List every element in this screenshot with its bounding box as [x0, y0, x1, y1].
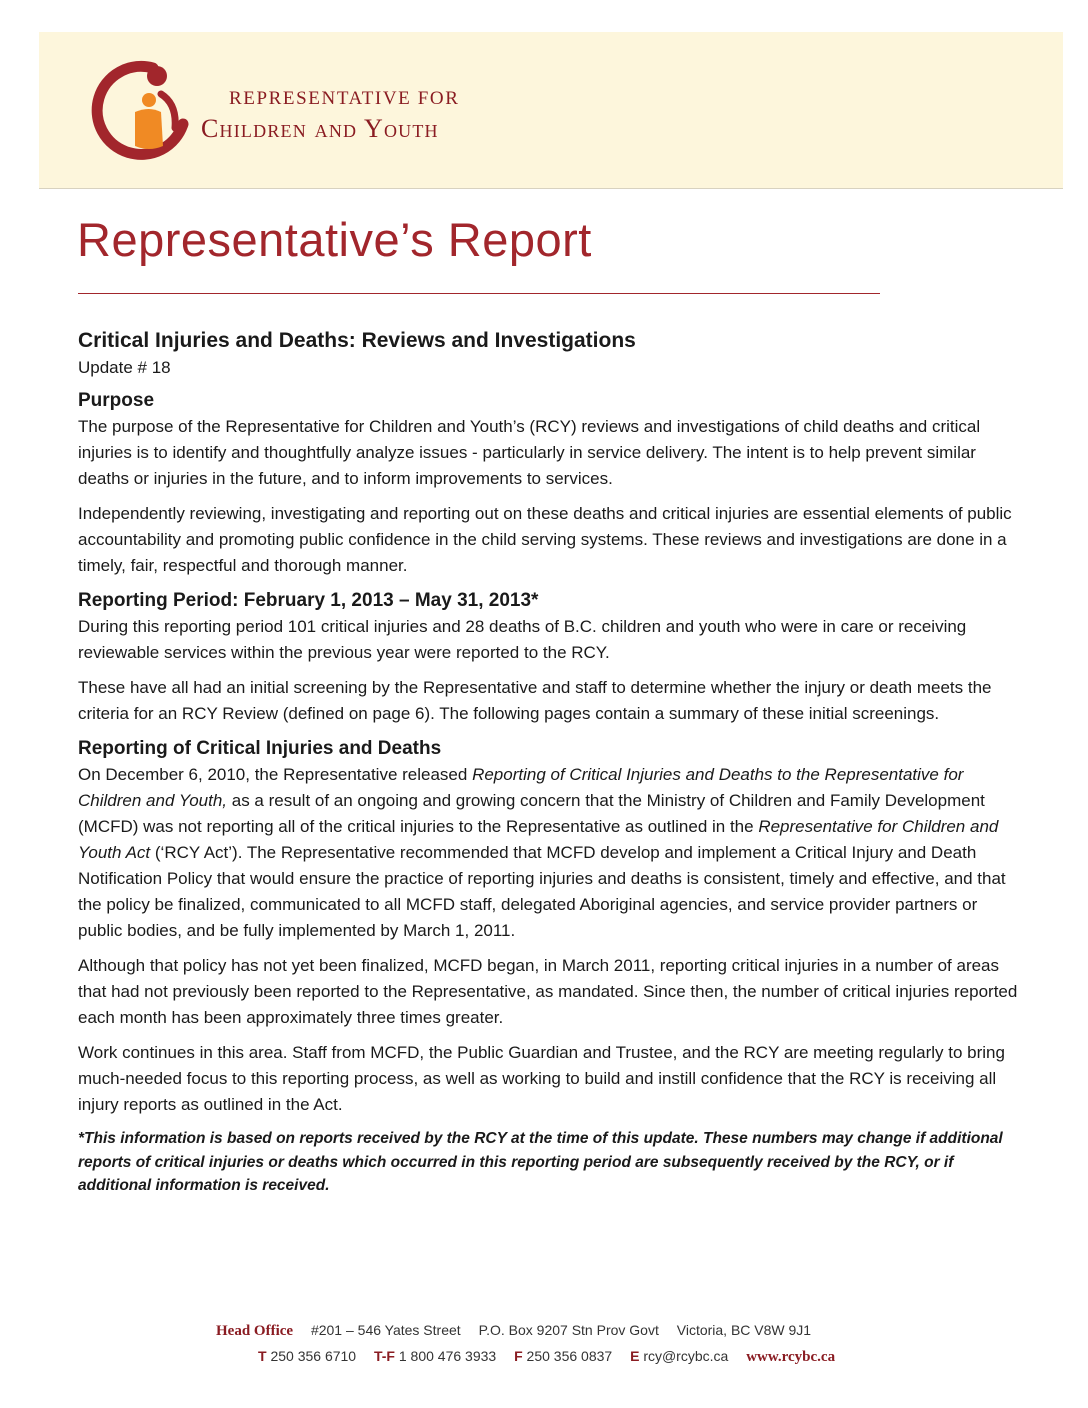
reporting-critical-paragraph-1 — [78, 762, 1018, 944]
street-address: #201 – 546 Yates Street — [310, 1322, 461, 1338]
purpose-paragraph-2: Independently reviewing, investigating and reporting out on these deaths and critical injuries are essential elements of public accountability and promoting public confidence in the child serving systems. These reviews and investigations are done in a timely, fair, respectful and thorough manner. — [78, 504, 1012, 575]
footer-address-row — [216, 1322, 811, 1340]
footer-contact-row — [258, 1348, 835, 1366]
text-run: On December 6, 2010, the Representative released — [78, 765, 473, 784]
reporting-critical-section — [78, 736, 1018, 1118]
email-address[interactable]: rcy@rcybc.ca — [643, 1348, 729, 1364]
reporting-critical-paragraph-3: Work continues in this area. Staff from MCFD, the Public Guardian and Trustee, and the RCY are meeting regularly to bring much-needed focus to this reporting process, as well as working to build and instill confidence that the RCY is receiving all injury reports as outlined in the Act. — [78, 1043, 1005, 1114]
purpose-paragraph-1: The purpose of the Representative for Children and Youth’s (RCY) reviews and investigations of child deaths and critical injuries is to identify and thoughtfully analyze issues - particularly in service delivery. The intent is to help prevent similar deaths or injuries in the future, and to inform improvements to services. — [78, 417, 981, 488]
update-number: Update # 18 — [78, 358, 171, 377]
phone-label: T — [258, 1348, 267, 1364]
purpose-heading: Purpose — [78, 390, 155, 411]
reporting-period-section — [78, 588, 1018, 727]
reporting-period-heading: Reporting Period: February 1, 2013 – May 31, 2013* — [78, 590, 539, 611]
report-subtitle: Critical Injuries and Deaths: Reviews and Investigations — [78, 329, 636, 352]
reporting-critical-heading: Reporting of Critical Injuries and Deaths — [78, 738, 442, 759]
title-divider — [78, 293, 880, 294]
reporting-period-paragraph-1: During this reporting period 101 critical injuries and 28 deaths of B.C. children and youth who were in care or receiving reviewable services within the previous year were reported to the RCY. — [78, 617, 967, 662]
tollfree-number: 1 800 476 3933 — [398, 1348, 497, 1364]
org-name-line1: REPRESENTATIVE FOR — [229, 88, 460, 109]
text-run: (‘RCY Act’). The Representative recommended that MCFD develop and implement a Critical Injury and Death Notification Policy that would ensure the practice of reporting injuries and deaths is consistent, timely and effective, and that the policy be finalized, communicated to all MCFD staff, delegated Aboriginal agencies, and service provider partners or public bodies, and be fully implemented by March 1, 2011. — [78, 843, 1006, 940]
act-title-citation: Representative for Children and Youth Act — [78, 817, 999, 862]
text-run: as a result of an ongoing and growing concern that the Ministry of Children and Family Development (MCFD) was not reporting all of the critical injuries to the Representative as outlined in the — [78, 791, 985, 836]
po-box: P.O. Box 9207 Stn Prov Govt — [478, 1322, 659, 1338]
phone-number: 250 356 6710 — [270, 1348, 357, 1364]
website-link[interactable]: www.rcybc.ca — [746, 1349, 836, 1365]
report-title-citation: Reporting of Critical Injuries and Deaths to the Representative for Children and Youth, — [78, 765, 964, 810]
reporting-critical-paragraph-2: Although that policy has not yet been finalized, MCFD began, in March 2011, reporting critical injuries in a number of areas that had not previously been reported to the Representative, as mandated. Since then, the number of critical injuries reported each month has been approximately three times greater. — [78, 956, 1018, 1027]
report-title: Representative’s Report — [77, 213, 592, 266]
fax-label: F — [514, 1348, 523, 1364]
purpose-section — [78, 388, 1018, 579]
tollfree-label: T-F — [373, 1348, 395, 1364]
report-body — [78, 326, 1018, 1198]
header-band — [39, 32, 1063, 189]
head-office-label: Head Office — [216, 1323, 294, 1339]
rcy-logo-icon — [91, 54, 191, 162]
footnote: *This information is based on reports received by the RCY at the time of this update. These numbers may change if additional reports of critical injuries or deaths which occurred in this reporting period are subsequently received by the RCY, or if additional information is received. — [78, 1130, 1003, 1194]
reporting-period-paragraph-2: These have all had an initial screening by the Representative and staff to determine whether the injury or death meets the criteria for an RCY Review (defined on page 6). The following pages contain a summary of these initial screenings. — [78, 678, 992, 723]
email-label: E — [630, 1348, 640, 1364]
org-name-line2: Children and Youth — [201, 114, 439, 143]
fax-number: 250 356 0837 — [526, 1348, 613, 1364]
city-postal: Victoria, BC V8W 9J1 — [676, 1322, 812, 1338]
